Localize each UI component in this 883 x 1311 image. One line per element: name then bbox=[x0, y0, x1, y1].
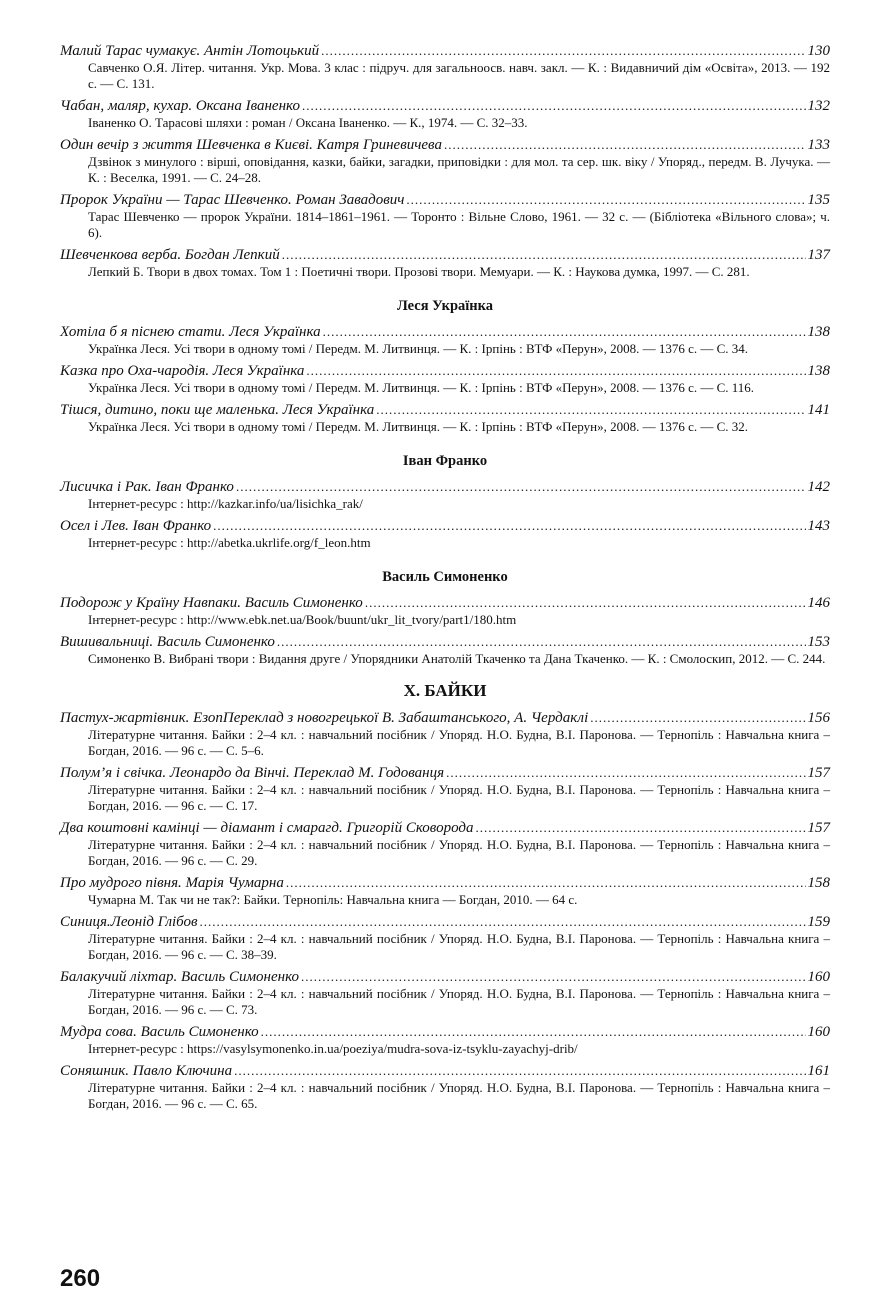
entry-heading bbox=[60, 1062, 830, 1080]
entry-title: Чабан, маляр, кухар. Оксана Іваненко bbox=[60, 98, 300, 114]
entry-page: 135 bbox=[807, 192, 830, 208]
dot-leader bbox=[446, 764, 805, 782]
table-of-contents bbox=[60, 42, 830, 1117]
chapter-heading: X. БАЙКИ bbox=[403, 681, 487, 700]
entry-heading bbox=[60, 97, 830, 115]
dot-leader bbox=[282, 246, 806, 264]
entry-heading bbox=[60, 517, 830, 535]
entry-heading bbox=[60, 913, 830, 931]
entry-title: Шевченкова верба. Богдан Лепкий bbox=[60, 247, 280, 263]
toc-entry bbox=[60, 968, 830, 1018]
toc-entry bbox=[60, 874, 830, 908]
entry-heading bbox=[60, 42, 830, 60]
entry-page: 157 bbox=[807, 765, 830, 781]
entry-page: 161 bbox=[807, 1063, 830, 1079]
entry-title: Казка про Оха-чародія. Леся Українка bbox=[60, 363, 305, 379]
entry-title: Соняшник. Павло Ключина bbox=[60, 1063, 233, 1079]
entry-page: 160 bbox=[807, 1024, 830, 1040]
entry-page: 138 bbox=[807, 324, 830, 340]
toc-entry bbox=[60, 594, 830, 628]
toc-entry bbox=[60, 42, 830, 92]
dot-leader bbox=[323, 323, 806, 341]
dot-leader bbox=[365, 594, 806, 612]
entry-heading bbox=[60, 323, 830, 341]
entry-source: Дзвінок з минулого : вірші, оповідання, казки, байки, загадки, приповідки : для мол. та сер. шк. віку / Упоряд., передм. В. Лучука. — К. : Веселка, 1991. — С. 24–28. bbox=[88, 154, 830, 185]
entry-source: Тарас Шевченко — пророк України. 1814–1861–1961. — Торонто : Вільне Слово, 1961. — 32 с. — (Бібліотека «Вільного слова»; ч. 6). bbox=[88, 209, 830, 240]
toc-entry bbox=[60, 1023, 830, 1057]
entry-source: Інтернет-ресурс : http://kazkar.info/ua/lisichka_rak/ bbox=[88, 496, 363, 511]
entry-title: Два коштовні камінці — діамант і смарагд. Григорій Сковорода bbox=[60, 820, 474, 836]
toc-entry bbox=[60, 362, 830, 396]
entry-title: Мудра сова. Василь Симоненко bbox=[60, 1024, 259, 1040]
entry-page: 158 bbox=[807, 875, 830, 891]
entry-heading bbox=[60, 819, 830, 837]
entry-heading bbox=[60, 401, 830, 419]
dot-leader bbox=[321, 42, 805, 60]
entry-source: Симоненко В. Вибрані твори : Видання друге / Упорядники Анатолій Ткаченко та Дана Ткаченко. — К. : Смолоскип, 2012. — С. 244. bbox=[88, 651, 826, 666]
entry-page: 156 bbox=[807, 710, 830, 726]
toc-entry bbox=[60, 246, 830, 280]
entry-source: Літературне читання. Байки : 2–4 кл. : навчальний посібник / Упоряд. Н.О. Будна, В.І. Паронова. — Тернопіль : Навчальна книга – Богдан, 2016. — 96 с. — С. 5–6. bbox=[88, 727, 830, 758]
entry-heading bbox=[60, 1023, 830, 1041]
entry-heading bbox=[60, 764, 830, 782]
entry-heading bbox=[60, 709, 830, 727]
entry-source: Інтернет-ресурс : http://abetka.ukrlife.org/f_leon.htm bbox=[88, 535, 371, 550]
entry-heading bbox=[60, 246, 830, 264]
dot-leader bbox=[261, 1023, 806, 1041]
entry-source: Савченко О.Я. Літер. читання. Укр. Мова. 3 клас : підруч. для загальноосв. навч. закл. — К. : Видавничий дім «Освіта», 2013. — 192 с. — С. 131. bbox=[88, 60, 830, 91]
dot-leader bbox=[406, 191, 805, 209]
entry-title: Подорож у Країну Навпаки. Василь Симоненко bbox=[60, 595, 363, 611]
entry-source: Інтернет-ресурс : https://vasylsymonenko.in.ua/poeziya/mudra-sova-iz-tsyklu-zayachyj-drib/ bbox=[88, 1041, 578, 1056]
entry-title: Тішся, дитино, поки ще маленька. Леся Українка bbox=[60, 402, 375, 418]
entry-page: 138 bbox=[807, 363, 830, 379]
toc-entry bbox=[60, 478, 830, 512]
page-number: 260 bbox=[60, 1265, 101, 1292]
entry-page: 137 bbox=[807, 247, 830, 263]
dot-leader bbox=[301, 968, 805, 986]
dot-leader bbox=[444, 136, 806, 154]
toc-entry bbox=[60, 97, 830, 131]
entry-page: 153 bbox=[807, 634, 830, 650]
entry-title: Синиця.Леонід Глібов bbox=[60, 914, 198, 930]
dot-leader bbox=[277, 633, 806, 651]
entry-heading bbox=[60, 136, 830, 154]
entry-page: 146 bbox=[807, 595, 830, 611]
toc-entry bbox=[60, 633, 830, 667]
toc-entry bbox=[60, 323, 830, 357]
entry-source: Інтернет-ресурс : http://www.ebk.net.ua/Book/buunt/ukr_lit_tvory/part1/180.htm bbox=[88, 612, 517, 627]
entry-heading bbox=[60, 633, 830, 651]
entry-source: Чумарна М. Так чи не так?: Байки. Тернопіль: Навчальна книга — Богдан, 2010. — 64 с. bbox=[88, 892, 578, 907]
entry-title: Вишивальниці. Василь Симоненко bbox=[60, 634, 275, 650]
dot-leader bbox=[234, 1062, 805, 1080]
entry-title: Пастух-жартівник. ЕзопПереклад з новогрецької В. Забаштанського, А. Чердаклі bbox=[60, 710, 589, 726]
dot-leader bbox=[236, 478, 806, 496]
entry-title: Малий Тарас чумакує. Антін Лотоцький bbox=[60, 43, 320, 59]
toc-entry bbox=[60, 191, 830, 241]
entry-heading bbox=[60, 594, 830, 612]
toc-entry bbox=[60, 764, 830, 814]
dot-leader bbox=[590, 709, 805, 727]
author-heading: Леся Українка bbox=[396, 298, 494, 314]
toc-entry bbox=[60, 913, 830, 963]
dot-leader bbox=[376, 401, 805, 419]
entry-title: Лисичка і Рак. Іван Франко bbox=[60, 479, 234, 495]
entry-page: 159 bbox=[807, 914, 830, 930]
entry-source: Українка Леся. Усі твори в одному томі / Передм. М. Литвинця. — К. : Ірпінь : ВТФ «Перун», 2008. — 1376 с. — С. 34. bbox=[88, 341, 749, 356]
entry-source: Літературне читання. Байки : 2–4 кл. : навчальний посібник / Упоряд. Н.О. Будна, В.І. Паронова. — Тернопіль : Навчальна книга – Богдан, 2016. — 96 с. — С. 65. bbox=[88, 1080, 830, 1111]
entry-title: Полум’я і свічка. Леонардо да Вінчі. Переклад М. Годованця bbox=[60, 765, 445, 781]
entry-page: 142 bbox=[807, 479, 830, 495]
author-heading: Василь Симоненко bbox=[382, 569, 508, 585]
author-heading: Іван Франко bbox=[402, 453, 488, 469]
toc-entry bbox=[60, 401, 830, 435]
entry-heading bbox=[60, 191, 830, 209]
entry-title: Один вечір з життя Шевченка в Києві. Катря Гриневичева bbox=[60, 137, 442, 153]
entry-heading bbox=[60, 968, 830, 986]
entry-page: 143 bbox=[807, 518, 830, 534]
dot-leader bbox=[302, 97, 806, 115]
entry-source: Українка Леся. Усі твори в одному томі / Передм. М. Литвинця. — К. : Ірпінь : ВТФ «Перун», 2008. — 1376 с. — С. 116. bbox=[88, 380, 755, 395]
entry-page: 130 bbox=[807, 43, 830, 59]
entry-source: Лепкий Б. Твори в двох томах. Том 1 : Поетичні твори. Прозові твори. Мемуари. — К. : Наукова думка, 1997. — С. 281. bbox=[88, 264, 750, 279]
entry-source: Іваненко О. Тарасові шляхи : роман / Оксана Іваненко. — К., 1974. — С. 32–33. bbox=[88, 115, 528, 130]
entry-page: 141 bbox=[807, 402, 830, 418]
entry-source: Літературне читання. Байки : 2–4 кл. : навчальний посібник / Упоряд. Н.О. Будна, В.І. Паронова. — Тернопіль : Навчальна книга – Богдан, 2016. — 96 с. — С. 29. bbox=[88, 837, 830, 868]
dot-leader bbox=[213, 517, 805, 535]
entry-page: 160 bbox=[807, 969, 830, 985]
entry-page: 157 bbox=[807, 820, 830, 836]
toc-entry bbox=[60, 136, 830, 186]
entry-title: Хотіла б я піснею стати. Леся Українка bbox=[60, 324, 321, 340]
toc-entry bbox=[60, 819, 830, 869]
toc-entry bbox=[60, 1062, 830, 1112]
entry-heading bbox=[60, 478, 830, 496]
toc-entry bbox=[60, 709, 830, 759]
entry-source: Літературне читання. Байки : 2–4 кл. : навчальний посібник / Упоряд. Н.О. Будна, В.І. Паронова. — Тернопіль : Навчальна книга – Богдан, 2016. — 96 с. — С. 73. bbox=[88, 986, 830, 1017]
dot-leader bbox=[200, 913, 806, 931]
entry-source: Літературне читання. Байки : 2–4 кл. : навчальний посібник / Упоряд. Н.О. Будна, В.І. Паронова. — Тернопіль : Навчальна книга – Богдан, 2016. — 96 с. — С. 38–39. bbox=[88, 931, 830, 962]
dot-leader bbox=[306, 362, 805, 380]
entry-title: Пророк України — Тарас Шевченко. Роман Завадович bbox=[60, 192, 405, 208]
toc-entry bbox=[60, 517, 830, 551]
entry-title: Балакучий ліхтар. Василь Симоненко bbox=[60, 969, 300, 985]
entry-source: Українка Леся. Усі твори в одному томі / Передм. М. Литвинця. — К. : Ірпінь : ВТФ «Перун», 2008. — 1376 с. — С. 32. bbox=[88, 419, 749, 434]
entry-heading bbox=[60, 362, 830, 380]
dot-leader bbox=[475, 819, 805, 837]
entry-title: Про мудрого півня. Марія Чумарна bbox=[60, 875, 284, 891]
entry-source: Літературне читання. Байки : 2–4 кл. : навчальний посібник / Упоряд. Н.О. Будна, В.І. Паронова. — Тернопіль : Навчальна книга – Богдан, 2016. — 96 с. — С. 17. bbox=[88, 782, 830, 813]
entry-heading bbox=[60, 874, 830, 892]
entry-title: Осел і Лев. Іван Франко bbox=[60, 518, 212, 534]
entry-page: 133 bbox=[807, 137, 830, 153]
dot-leader bbox=[286, 874, 806, 892]
entry-page: 132 bbox=[807, 98, 830, 114]
